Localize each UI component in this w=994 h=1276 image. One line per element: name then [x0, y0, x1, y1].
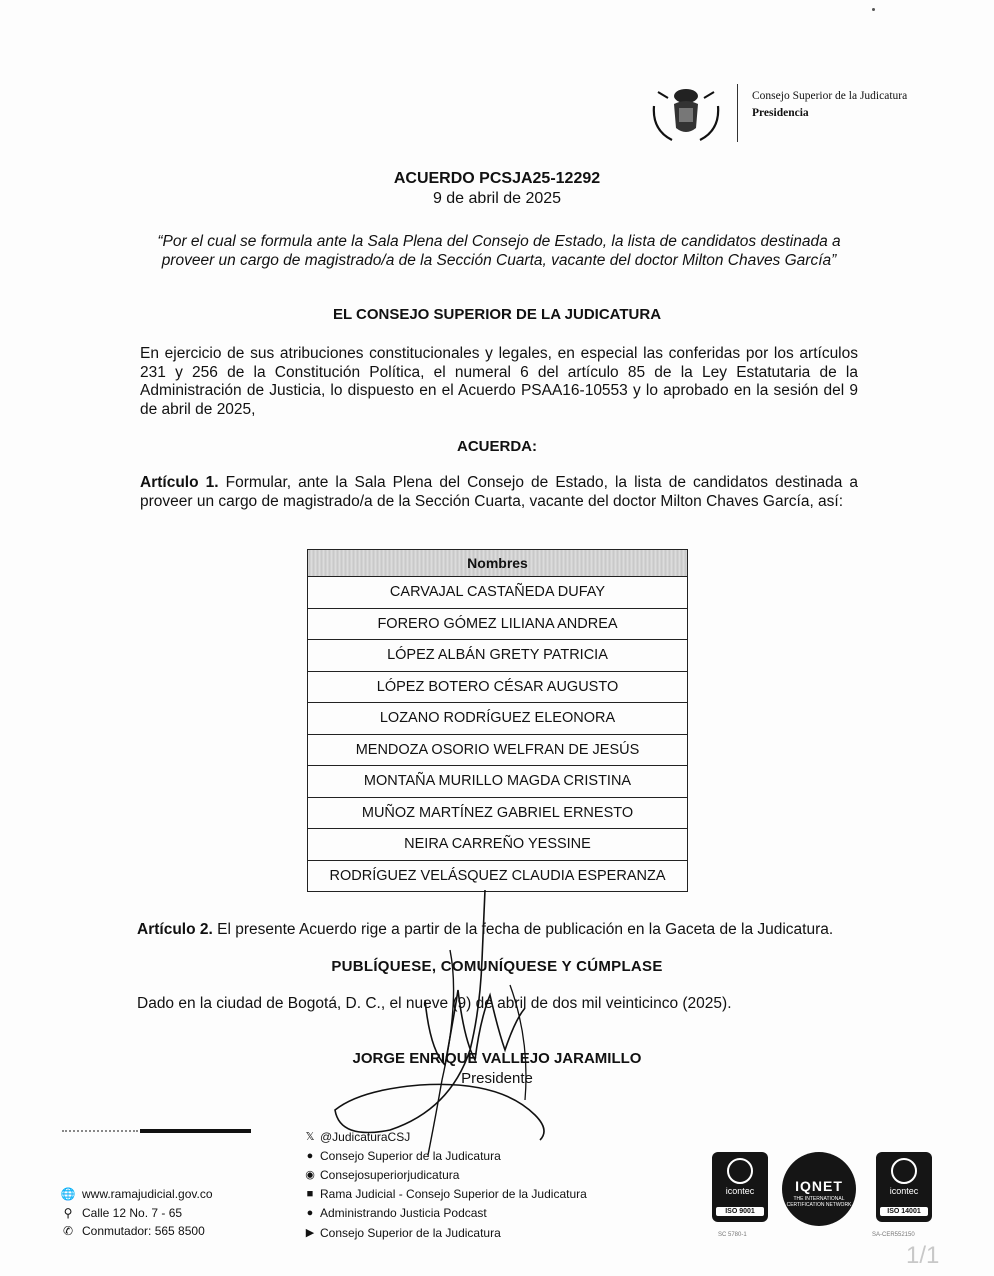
location-pin-icon: ⚲ — [63, 1205, 73, 1220]
header-office: Presidencia — [752, 107, 809, 119]
social-youtube[interactable] — [304, 1223, 587, 1242]
candidates-table — [307, 549, 688, 892]
article-1-label: Artículo 1. — [140, 474, 219, 491]
social-x-text: @JudicaturaCSJ — [320, 1129, 411, 1144]
colombia-coat-of-arms-icon — [648, 84, 724, 144]
social-podcast[interactable] — [304, 1204, 587, 1223]
facebook-icon: ● — [306, 1149, 314, 1162]
candidate-name: FORERO GÓMEZ LILIANA ANDREA — [308, 608, 688, 640]
globe-icon: 🌐 — [60, 1187, 76, 1202]
contact-address-text: Calle 12 No. 7 - 65 — [82, 1205, 183, 1220]
given-statement: Dado en la ciudad de Bogotá, D. C., el nueve (9) de abril de dos mil veinticinco (2025). — [137, 995, 732, 1012]
document-title: ACUERDO PCSJA25-12292 — [393, 170, 601, 187]
header-org-name: Consejo Superior de la Judicatura — [752, 90, 908, 102]
icontec-logo-icon — [727, 1158, 753, 1184]
table-row — [308, 766, 688, 798]
seal-caption: SA-CER552150 — [872, 1232, 915, 1238]
contact-website[interactable] — [60, 1185, 213, 1204]
table-row — [308, 577, 688, 609]
candidate-name: MENDOZA OSORIO WELFRAN DE JESÚS — [308, 734, 688, 766]
iqnet-seal — [782, 1152, 856, 1226]
iqnet-brand: IQNET — [795, 1178, 843, 1194]
table-row — [308, 671, 688, 703]
page-indicator: 1/1 — [906, 1242, 940, 1269]
x-icon: 𝕏 — [305, 1131, 315, 1144]
social-youtube-text: Consejo Superior de la Judicatura — [320, 1225, 501, 1240]
candidate-name: RODRÍGUEZ VELÁSQUEZ CLAUDIA ESPERANZA — [308, 860, 688, 892]
signer-role: Presidente — [461, 1070, 533, 1087]
article-1-text: Formular, ante la Sala Plena del Consejo de Estado, la lista de candidatos destinada a proveer un cargo de magistrado/a de la Sección Cuarta, vacante del doctor Milton Chaves García, así: — [140, 474, 859, 510]
contact-phone-text: Conmutador: 565 8500 — [82, 1224, 205, 1239]
flickr-icon: ■ — [306, 1188, 314, 1201]
candidate-name: CARVAJAL CASTAÑEDA DUFAY — [308, 577, 688, 609]
footer-rule — [140, 1129, 251, 1133]
candidate-name: MONTAÑA MURILLO MAGDA CRISTINA — [308, 766, 688, 798]
table-row — [308, 608, 688, 640]
candidate-name: LOZANO RODRÍGUEZ ELEONORA — [308, 703, 688, 735]
icontec-logo-icon — [891, 1158, 917, 1184]
icontec-iso9001-seal — [712, 1152, 768, 1222]
social-podcast-text: Administrando Justicia Podcast — [320, 1206, 487, 1221]
candidate-name: NEIRA CARREÑO YESSINE — [308, 829, 688, 861]
signer-name: JORGE ENRIQUE VALLEJO JARAMILLO — [352, 1050, 642, 1067]
contact-address — [60, 1204, 213, 1223]
article-2-text: El presente Acuerdo rige a partir de la fecha de publicación en la Gaceta de la Judicatura. — [217, 921, 834, 938]
social-flickr-text: Rama Judicial - Consejo Superior de la Judicatura — [320, 1187, 587, 1202]
header-divider — [737, 84, 738, 142]
icontec-brand: icontec — [889, 1186, 919, 1196]
table-row — [308, 829, 688, 861]
iso-14001-label: ISO 14001 — [880, 1207, 928, 1216]
social-instagram-text: Consejosuperiorjudicatura — [320, 1167, 460, 1182]
article-2-label: Artículo 2. — [137, 921, 213, 938]
phone-icon: ✆ — [62, 1224, 74, 1239]
table-row — [308, 640, 688, 672]
intro-paragraph: En ejercicio de sus atribuciones constitucionales y legales, en especial las conferidas por los artículos 231 y 256 de la Constitución Política, el numeral 6 del artículo 85 de la Ley Estatutaria de la Administración de Justicia, lo dispuesto en el Acuerdo PSAA16-10553 y lo aprobado en la sesión del 9 de abril de 2025, — [140, 345, 858, 418]
candidate-name: MUÑOZ MARTÍNEZ GABRIEL ERNESTO — [308, 797, 688, 829]
document-date: 9 de abril de 2025 — [432, 190, 562, 207]
contact-website-text: www.ramajudicial.gov.co — [82, 1187, 213, 1202]
issuer-heading: EL CONSEJO SUPERIOR DE LA JUDICATURA — [332, 306, 662, 323]
footer-dotted-rule — [62, 1130, 138, 1132]
table-header-row — [308, 550, 688, 577]
resolves-heading: ACUERDA: — [457, 438, 537, 455]
youtube-icon: ▶ — [305, 1227, 315, 1240]
contact-phone — [60, 1222, 213, 1241]
table-header-names: Nombres — [308, 550, 688, 577]
header-organization — [752, 88, 907, 122]
instagram-icon: ◉ — [305, 1169, 315, 1182]
social-facebook[interactable] — [304, 1146, 587, 1165]
seal-caption: SC 5780-1 — [718, 1232, 747, 1238]
podcast-icon: ● — [306, 1207, 314, 1220]
footer-social-links — [304, 1127, 587, 1242]
document-subject: “Por el cual se formula ante la Sala Plena del Consejo de Estado, la lista de candidatos destinada a proveer un cargo de magistrado/a de la Sección Cuarta, vacante del doctor Milton Chaves García” — [157, 233, 841, 269]
closing-formula: PUBLÍQUESE, COMUNÍQUESE Y CÚMPLASE — [331, 958, 663, 975]
social-instagram[interactable] — [304, 1165, 587, 1184]
icontec-brand: icontec — [725, 1186, 755, 1196]
candidate-name: LÓPEZ ALBÁN GRETY PATRICIA — [308, 640, 688, 672]
social-flickr[interactable] — [304, 1185, 587, 1204]
iqnet-subtitle: THE INTERNATIONAL CERTIFICATION NETWORK — [786, 1196, 852, 1208]
social-x[interactable] — [304, 1127, 587, 1146]
icontec-iso14001-seal — [876, 1152, 932, 1222]
social-facebook-text: Consejo Superior de la Judicatura — [320, 1148, 501, 1163]
table-row — [308, 703, 688, 735]
table-row — [308, 734, 688, 766]
candidate-name: LÓPEZ BOTERO CÉSAR AUGUSTO — [308, 671, 688, 703]
footer-contact — [60, 1185, 213, 1241]
table-row — [308, 797, 688, 829]
iso-9001-label: ISO 9001 — [716, 1207, 764, 1216]
article-1 — [140, 474, 858, 511]
speck — [872, 8, 875, 11]
table-row — [308, 860, 688, 892]
